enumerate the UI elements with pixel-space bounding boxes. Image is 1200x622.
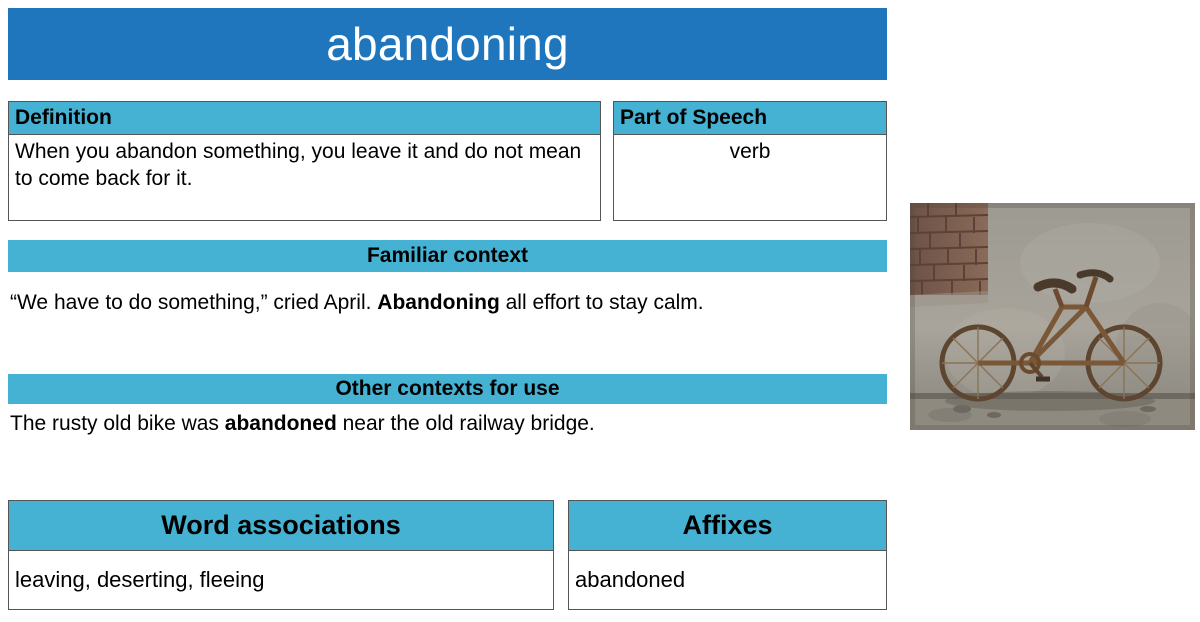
bicycle-photo [910,203,1195,430]
part-of-speech-header: Part of Speech [614,102,886,135]
definition-text: When you abandon something, you leave it and do not mean to come back for it. [15,140,582,190]
other-contexts-before: The rusty old bike was [10,412,225,435]
other-contexts-after: near the old railway bridge. [336,412,595,435]
part-of-speech-value: verb [729,140,771,163]
word-associations-box [8,500,554,610]
familiar-context-text [8,276,887,368]
affixes-box [568,500,887,610]
word-title-banner [8,8,887,80]
word-associations-text: leaving, deserting, fleeing [15,567,265,592]
familiar-context-after: all effort to stay calm. [499,291,704,314]
familiar-context-before: “We have to do something,” cried April. [10,291,378,314]
other-contexts-bold: abandoned [224,412,337,435]
page-title: abandoning [326,18,569,70]
definition-header: Definition [9,102,600,135]
part-of-speech-box [613,101,887,221]
affixes-header: Affixes [569,501,886,551]
word-associations-header: Word associations [9,501,553,551]
other-contexts-text [8,408,887,442]
familiar-context-bold: Abandoning [377,291,500,314]
other-contexts-header: Other contexts for use [8,374,887,404]
familiar-context-header: Familiar context [8,240,887,272]
bicycle-illustration [910,203,1195,430]
affixes-text: abandoned [575,567,686,592]
definition-box [8,101,601,221]
